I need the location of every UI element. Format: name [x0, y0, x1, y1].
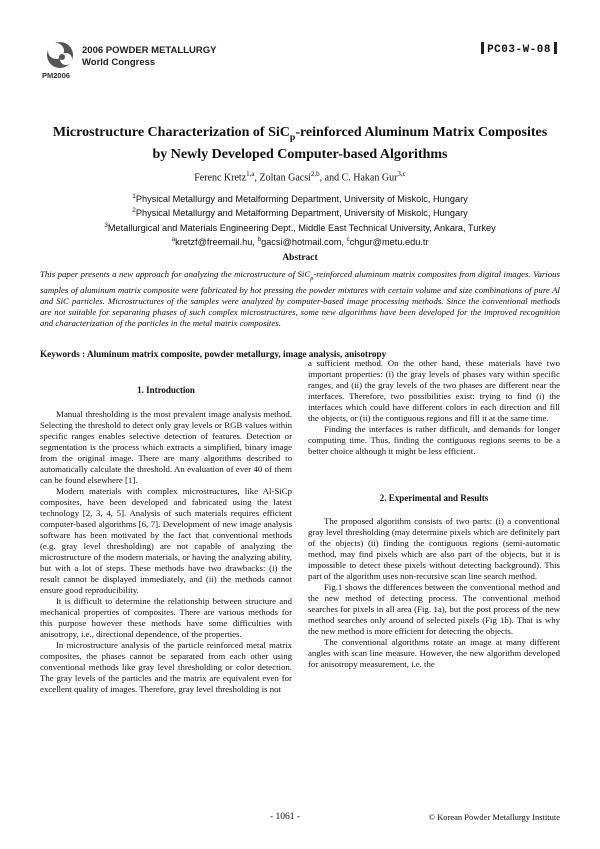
- title-line1: [40, 124, 560, 146]
- conference-line2: World Congress: [82, 56, 156, 68]
- copyright: © Korean Powder Metallurgy Institute: [428, 812, 560, 822]
- right-column: [308, 358, 560, 670]
- title-line1-sub: p: [289, 131, 296, 143]
- abstract-post: -reinforced aluminum matrix composites from digital images. Various samples of aluminum matrix composite were fabricated by hot pressing the powder mixtures with certain volume and size combinations of pure Al and SiC particles. Microstructures of the samples were analyzed by computer-based image processing methods. Since the conventional methods are not suitable for separating phases of such complex microstructures, some new algorithms have been developed for the improved recognition and characterization of the particles in the metal matrix composites.: [40, 269, 560, 328]
- affiliation: [40, 220, 560, 234]
- abstract-sub: p: [310, 275, 314, 282]
- author-name: Ferenc Kretz: [194, 172, 247, 184]
- paper-code: [478, 42, 560, 56]
- affiliation: [40, 191, 560, 205]
- page-number: - 1061 -: [270, 812, 301, 822]
- title-line1-pre: Microstructure Characterization of SiC: [52, 125, 290, 140]
- email-sup: a: [171, 235, 176, 243]
- paragraph: Fig.1 shows the differences between the conventional method and the new method of detecting process. The conventional method searches for pixels in all area (Fig. 1a), but the post process of the new method searches only around of selected pixels (Fig 1b). That is why the new method is more efficient for detecting the objects.: [308, 582, 560, 636]
- affiliation: [40, 205, 560, 219]
- section-heading-experimental: 2. Experimental and Results: [379, 493, 489, 503]
- paragraph: Modern materials with complex microstructures, like Al-SiCp composites, have been developed and fabricated using the latest technology [2, 3, 4, 5]. Analysis of such materials requires efficient computer-based algorithms [6, 7]. Development of new image analysis software has been motivated by the fact that conventional methods (e.g. gray level thresholding) are not capable of analyzing the microstructure of the modern materials, or having the analyzing ability, but with a lot of steps. These methods have two drawbacks: (i) the result cannot be displayed immediately, and (ii) the methods cannot ensure good reproducibility.: [40, 486, 292, 595]
- paragraph: The conventional algorithms rotate an image at many different angles with scan line measure. However, the new algorithm developed for anisotropy measurement, i.e. the: [308, 637, 560, 669]
- author-sup: 2,b: [310, 170, 320, 178]
- logo-label: PM2006: [42, 71, 70, 80]
- abstract-heading: Abstract: [282, 253, 318, 263]
- paragraph: It is difficult to determine the relationship between structure and mechanical properties of composites. There are various methods for this purpose however these methods have some difficulties with anisotropy, i.e., directional dependence, of the properties.: [40, 596, 292, 639]
- abstract-pre: This paper presents a new approach for analyzing the microstructure of SiC: [40, 269, 311, 279]
- section-heading-introduction: 1. Introduction: [137, 385, 195, 395]
- affiliations: [40, 191, 560, 248]
- authors: Ferenc Kretz$^{1,a}$, Zoltan Gacsi$^{2,b}$, and C. Hakan Gur$^{3,c}$: [194, 170, 406, 184]
- author-sup: 3,c: [397, 170, 406, 178]
- affiliation-sup: 1: [132, 193, 136, 200]
- affiliation-text: Physical Metallurgy and Metalforming Department, University of Miskolc, Hungary: [135, 208, 468, 219]
- author-name: Zoltan Gacsi: [259, 172, 311, 184]
- paragraph: In microstructure analysis of the particle reinforced metal matrix composites, the phases cannot be separated from each other using conventional methods like gray level thresholding or color detection. The gray levels of the particles and the matrix are equivalent even for excellent quality of images. Therefore, gray level thresholding is not: [40, 640, 292, 694]
- paragraph: a sufficient method. On the other hand, these materials have two important properties: (i) the gray levels of phases vary within specific ranges, and (ii) the gray levels of the two phases are different near the interfaces. Therefore, two possibilities exist: trying to find (i) the interfaces which could have different colors in each direction and fill the objects, or (ii) the contiguous regions and fill it at the same time.: [308, 358, 560, 423]
- conference-line1: 2006 POWDER METALLURGY: [82, 45, 217, 56]
- paragraph: The proposed algorithm consists of two parts: (i) a conventional gray level thresholding (may determine pixels which are definitely part of the objects) (ii) finding the contiguous regions (semi-automatic method, may find pixels which are also part of the objects, but it is impossible to detect these pixels without detecting background). This part of the algorithm uses non-recursive scan line search method.: [308, 516, 560, 581]
- email-link[interactable]: kretzf@freemail.hu: [175, 236, 253, 247]
- email-link[interactable]: chgur@metu.edu.tr: [349, 236, 429, 247]
- author-sup: 1,a: [246, 170, 255, 178]
- title-line2: by Newly Developed Computer-based Algorithms: [152, 146, 448, 162]
- paragraph: Finding the interfaces is rather difficult, and demands for longer computing time. Thus, finding the contiguous regions seems to be a better choice although it might be less efficient.: [308, 424, 560, 456]
- affiliation-text: Physical Metallurgy and Metalforming Department, University of Miskolc, Hungary: [135, 194, 468, 205]
- paper-title: [40, 124, 560, 163]
- abstract-text: [40, 269, 560, 329]
- paper-code-text: PC03-W-08: [487, 44, 551, 56]
- keywords: Keywords : Aluminum matrix composite, powder metallurgy, image analysis, anisotropy: [40, 349, 387, 359]
- email-link[interactable]: gacsi@hotmail.com: [261, 236, 342, 247]
- left-column: [40, 385, 292, 695]
- title-line1-post: -reinforced Aluminum Matrix Composites: [295, 125, 548, 140]
- paragraph: Manual thresholding is the most prevalent image analysis method. Selecting the threshold to detect only gray levels or RGB values within specific ranges enables selective detection of features. Detection or segmentation is the process which extracts a simplified, binary image from the original image. There are many algorithms described to automatically calculate the threshold. An evaluation of ever 40 of them can be found elsewhere [1].: [40, 409, 292, 485]
- affiliation-sup: 2: [132, 207, 136, 215]
- author-name: C. Hakan Gur: [341, 172, 398, 184]
- affiliation-sup: 3: [104, 221, 108, 229]
- emails: $^a$kretzf@freemail.hu, $^b$gacsi@hotmail.com, $^c$chgur@metu.edu.tr: [171, 235, 429, 247]
- paper-code-bar-right: [554, 42, 557, 54]
- email-sup: c: [346, 235, 350, 243]
- conference-name: [82, 45, 216, 68]
- affiliation-text: Metallurgical and Materials Engineering Dept., Middle East Technical University, Ankara, Turkey: [107, 222, 496, 233]
- email-sup: b: [257, 235, 262, 243]
- paper-code-bar-left: [481, 42, 484, 54]
